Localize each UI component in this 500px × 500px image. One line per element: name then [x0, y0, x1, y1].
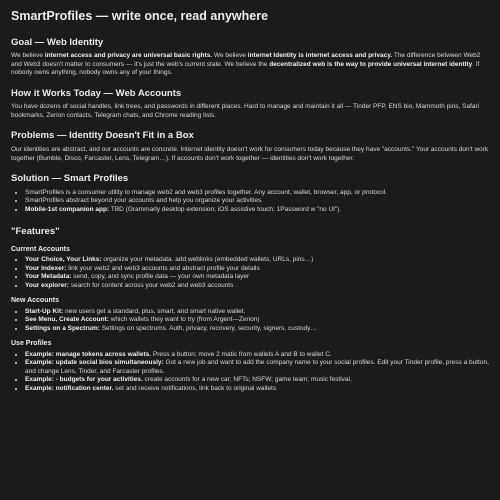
item-text: which wallets they want to try (from Argent—Zerion) — [108, 316, 260, 324]
how-paragraph: You have dozens of social handles, link trees, and passwords in different places. Hard to manage and maintain it all — Tinder PFP, ENS bio, Mammoth pins, Safari bookmarks, Zerion contacts, Telegram chats, and Chrome reading lists. — [11, 103, 480, 119]
list-item — [25, 316, 489, 325]
new-accounts-block — [11, 296, 489, 333]
how-heading: How it Works Today — Web Accounts — [11, 87, 182, 99]
goal-section — [11, 37, 489, 78]
item-bold: Example: - budgets for your activities. — [25, 376, 143, 384]
item-text: create accounts for a new car; NFTs; NSFW; game team; music festival. — [142, 376, 352, 384]
list-item — [25, 273, 489, 282]
goal-bold-2: internet Identity is internet access and privacy. — [247, 52, 393, 60]
item-bold: Example: notification center. — [25, 385, 114, 392]
goal-paragraph — [11, 52, 489, 78]
solution-item: • SmartProfiles is a consumer utility to manage web2 and web3 profiles together. Any account, wallet, browser, app, or protocol. — [25, 189, 489, 198]
item-text: Got a new job and want to add the company name to your social profiles. Edit your Tinder profile, press a button, and change Lens, Tinder, and Farcaster profiles. — [25, 359, 489, 375]
item-text: Press a button; move 2 matic from wallets A and B to wallet C. — [151, 350, 332, 358]
item-text: set and receive notifications, link back to original wallets — [113, 385, 277, 392]
current-accounts-block — [11, 245, 489, 291]
item-bold: Your Indexer: — [25, 264, 67, 272]
features-section — [11, 226, 489, 393]
list-item — [25, 256, 489, 265]
goal-text-4: . If nobody owns anything, nobody owns any of your things. — [11, 60, 480, 77]
goal-text-3: The difference between Web2 and Web3 doesn't matter to consumers — it's just the web's current state. We believe the — [11, 52, 481, 68]
item-text: link your web2 and web3 accounts and abstract profile your details — [66, 264, 260, 272]
item-text: new users get a standard, plus, smart, and smart native wallet. — [63, 307, 246, 315]
item-text: search for content across your web2 and web3 accounts — [68, 281, 234, 289]
mobile-bold: Mobile-1st companion app: — [25, 205, 110, 213]
list-item — [25, 308, 489, 317]
goal-heading: Goal — Web Identity — [11, 36, 104, 48]
problems-heading: Problems — Identity Doesn't Fit in a Box — [11, 130, 194, 142]
solution-list — [11, 189, 489, 215]
new-accounts-list — [11, 308, 489, 334]
list-item — [25, 265, 489, 274]
use-profiles-block — [11, 339, 489, 393]
list-item — [25, 359, 489, 376]
item-text: send, copy, and sync profile data — your own metadata layer — [71, 273, 250, 281]
current-accounts-list — [11, 256, 489, 290]
solution-heading: Solution — Smart Profiles — [11, 173, 129, 185]
item-bold: Example: update social bios simultaneously: — [25, 359, 164, 367]
mobile-text: TBD (Grammarly desktop extension; iOS assistive touch; 1Password w "no UI"). — [109, 205, 342, 213]
item-bold: Settings on a Spectrum: — [25, 324, 100, 332]
solution-item — [25, 206, 489, 215]
list-item — [25, 376, 489, 385]
item-bold: Start-Up Kit: — [25, 307, 64, 315]
item-bold: See Menu, Create Account: — [25, 316, 109, 324]
item-bold: Your explorer: — [25, 281, 69, 289]
solution-item: • SmartProfiles abstract beyond your accounts and help you organize your activities. — [25, 197, 489, 206]
goal-text-2: We believe — [212, 52, 248, 60]
goal-text-1: We believe — [11, 52, 45, 60]
list-item — [25, 351, 489, 360]
solution-section — [11, 173, 489, 214]
how-section — [11, 88, 489, 121]
problems-section — [11, 130, 489, 163]
list-item — [25, 282, 489, 291]
goal-bold-3: decentralized web is the way to provide universal internet identity — [269, 60, 473, 68]
features-heading: "Features" — [11, 226, 60, 238]
document-title: SmartProfiles — write once, read anywhere — [11, 9, 269, 23]
use-profiles-list — [11, 351, 489, 394]
list-item — [25, 385, 489, 394]
use-profiles-heading: Use Profiles — [11, 340, 52, 348]
list-item — [25, 325, 489, 334]
goal-bold-1: internet access and privacy are universal basic rights. — [44, 52, 213, 60]
item-text: organize your metadata. add weblinks (embedded wallets, URLs, pins…) — [101, 256, 314, 264]
item-bold: Your Choice, Your Links: — [25, 256, 102, 264]
new-accounts-heading: New Accounts — [11, 297, 59, 305]
item-bold: Your Metadata: — [25, 273, 72, 281]
current-accounts-heading: Current Accounts — [11, 245, 70, 253]
item-bold: Example: manage tokens across wallets. — [25, 350, 152, 358]
item-text: Settings on spectrums. Auth, privacy, recovery, security, signers, custody… — [99, 324, 317, 332]
problems-paragraph: Our identities are abstract, and our accounts are concrete. Internet identity doesn't work for consumers today because they have "accounts." Your accounts don't work together (Bumble, Disco, Farcaster, Lens, Telegram…). If accounts don't work together — identities don't work together. — [11, 145, 489, 162]
